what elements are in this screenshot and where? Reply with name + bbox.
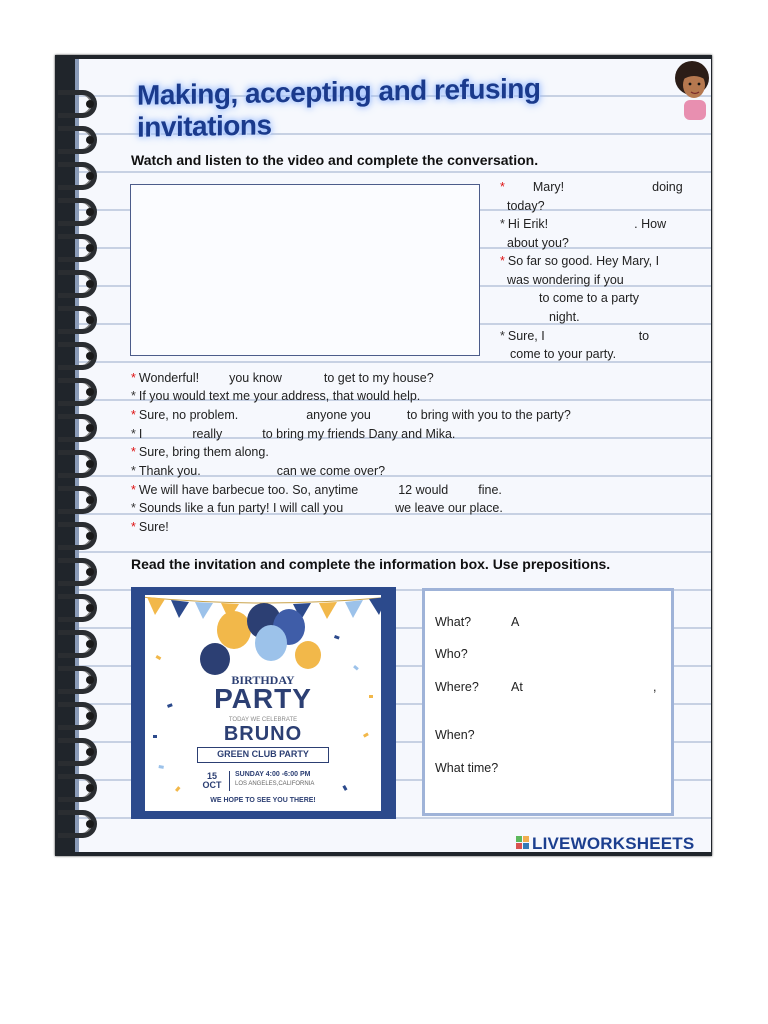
conv-line: * Hi Erik! . How (500, 217, 667, 231)
red-star-icon: * (500, 254, 505, 268)
conv-line: today? (507, 199, 545, 213)
star-icon: * (131, 464, 136, 478)
girl-avatar-icon (670, 58, 712, 120)
binding-hole-icon (86, 388, 94, 396)
binding-hole-icon (86, 532, 94, 540)
star-icon: * (500, 217, 505, 231)
binding-hole-icon (86, 208, 94, 216)
star-icon: * (131, 389, 136, 403)
conv-line: about you? (507, 236, 569, 250)
label-who: Who? (435, 647, 468, 661)
conv-line: come to your party. (510, 347, 617, 361)
liveworksheets-logo-icon (516, 836, 530, 850)
star-icon: * (131, 501, 136, 515)
balloon-icon (295, 641, 321, 669)
red-star-icon: * (131, 408, 136, 422)
binding-hole-icon (86, 316, 94, 324)
dialogue-line: * Sure! (131, 520, 169, 534)
balloon-icon (200, 643, 230, 675)
label-when: When? (435, 728, 475, 742)
conv-line: * Sure, I to (500, 329, 650, 343)
binding-hole-icon (86, 100, 94, 108)
invite-party: PARTY (214, 683, 312, 714)
video-player-area[interactable] (130, 184, 480, 356)
conv-line: to come to a party (539, 291, 640, 305)
where-comma: , (653, 680, 657, 694)
red-star-icon: * (131, 520, 136, 534)
value-what: A (511, 615, 520, 629)
red-star-icon: * (131, 371, 136, 385)
invite-name: BRUNO (223, 723, 303, 745)
binding-hole-icon (86, 748, 94, 756)
binding-hole-icon (86, 352, 94, 360)
binding-hole-icon (86, 604, 94, 612)
invite-place: LOS ANGELES,CALIFORNIA (235, 781, 315, 787)
conv-line: night. (549, 310, 580, 324)
red-star-icon: * (131, 445, 136, 459)
page-title: Making, accepting and refusing invitations (137, 72, 541, 143)
binding-hole-icon (86, 280, 94, 288)
dialogue-line: * Thank you. can we come over? (131, 464, 386, 478)
binding-hole-icon (86, 460, 94, 468)
label-where: Where? (435, 680, 479, 694)
binding-hole-icon (86, 244, 94, 252)
conversation-instruction: Watch and listen to the video and complete the conversation. (131, 152, 539, 168)
dialogue-line: * Sounds like a fun party! I will call you we leave our place. (131, 501, 503, 515)
invite-venue: GREEN CLUB PARTY (217, 749, 309, 759)
invite-closing: WE HOPE TO SEE YOU THERE! (210, 797, 316, 804)
invite-time: SUNDAY 4:00 -6:00 PM (235, 771, 311, 778)
footer-brand: LIVEWORKSHEETS (532, 834, 695, 853)
value-where: At (511, 680, 523, 694)
red-star-icon: * (500, 180, 505, 194)
balloon-icon (217, 611, 251, 649)
binding-hole-icon (86, 640, 94, 648)
invitation-instruction: Read the invitation and complete the information box. Use prepositions. (131, 556, 611, 572)
binding-hole-icon (86, 172, 94, 180)
label-what-time: What time? (435, 761, 499, 775)
star-icon: * (131, 427, 136, 441)
dialogue-line: * I really to bring my friends Dany and Mika. (131, 427, 456, 441)
conv-line: was wondering if you (507, 273, 624, 287)
conv-line: * So far so good. Hey Mary, I (500, 254, 660, 268)
binding-hole-icon (86, 676, 94, 684)
information-box (422, 588, 674, 816)
binding-hole-icon (86, 820, 94, 828)
dialogue-line: * Sure, no problem. anyone you to bring with you to the party? (131, 408, 571, 422)
red-star-icon: * (131, 483, 136, 497)
invite-month: OCT (202, 780, 222, 790)
label-what: What? (435, 615, 472, 629)
invite-celebrate: TODAY WE CELEBRATE (228, 717, 298, 723)
star-icon: * (500, 329, 505, 343)
dialogue-line: * Wonderful! you know to get to my house? (131, 371, 434, 385)
binding-hole-icon (86, 712, 94, 720)
binding-hole-icon (86, 136, 94, 144)
binding-hole-icon (86, 568, 94, 576)
conv-line: * Mary! doing (500, 180, 683, 194)
dialogue-line: * Sure, bring them along. (131, 445, 269, 459)
dialogue-line: * If you would text me your address, that would help. (131, 389, 421, 403)
invite-day: 15 (206, 771, 217, 781)
balloon-icon (255, 625, 287, 661)
dialogue-line: * We will have barbecue too. So, anytime 12 would fine. (131, 483, 502, 497)
binding-hole-icon (86, 784, 94, 792)
birthday-invitation-card (131, 587, 396, 819)
invite-birthday: BIRTHDAY (231, 673, 295, 687)
binding-hole-icon (86, 424, 94, 432)
binding-hole-icon (86, 496, 94, 504)
